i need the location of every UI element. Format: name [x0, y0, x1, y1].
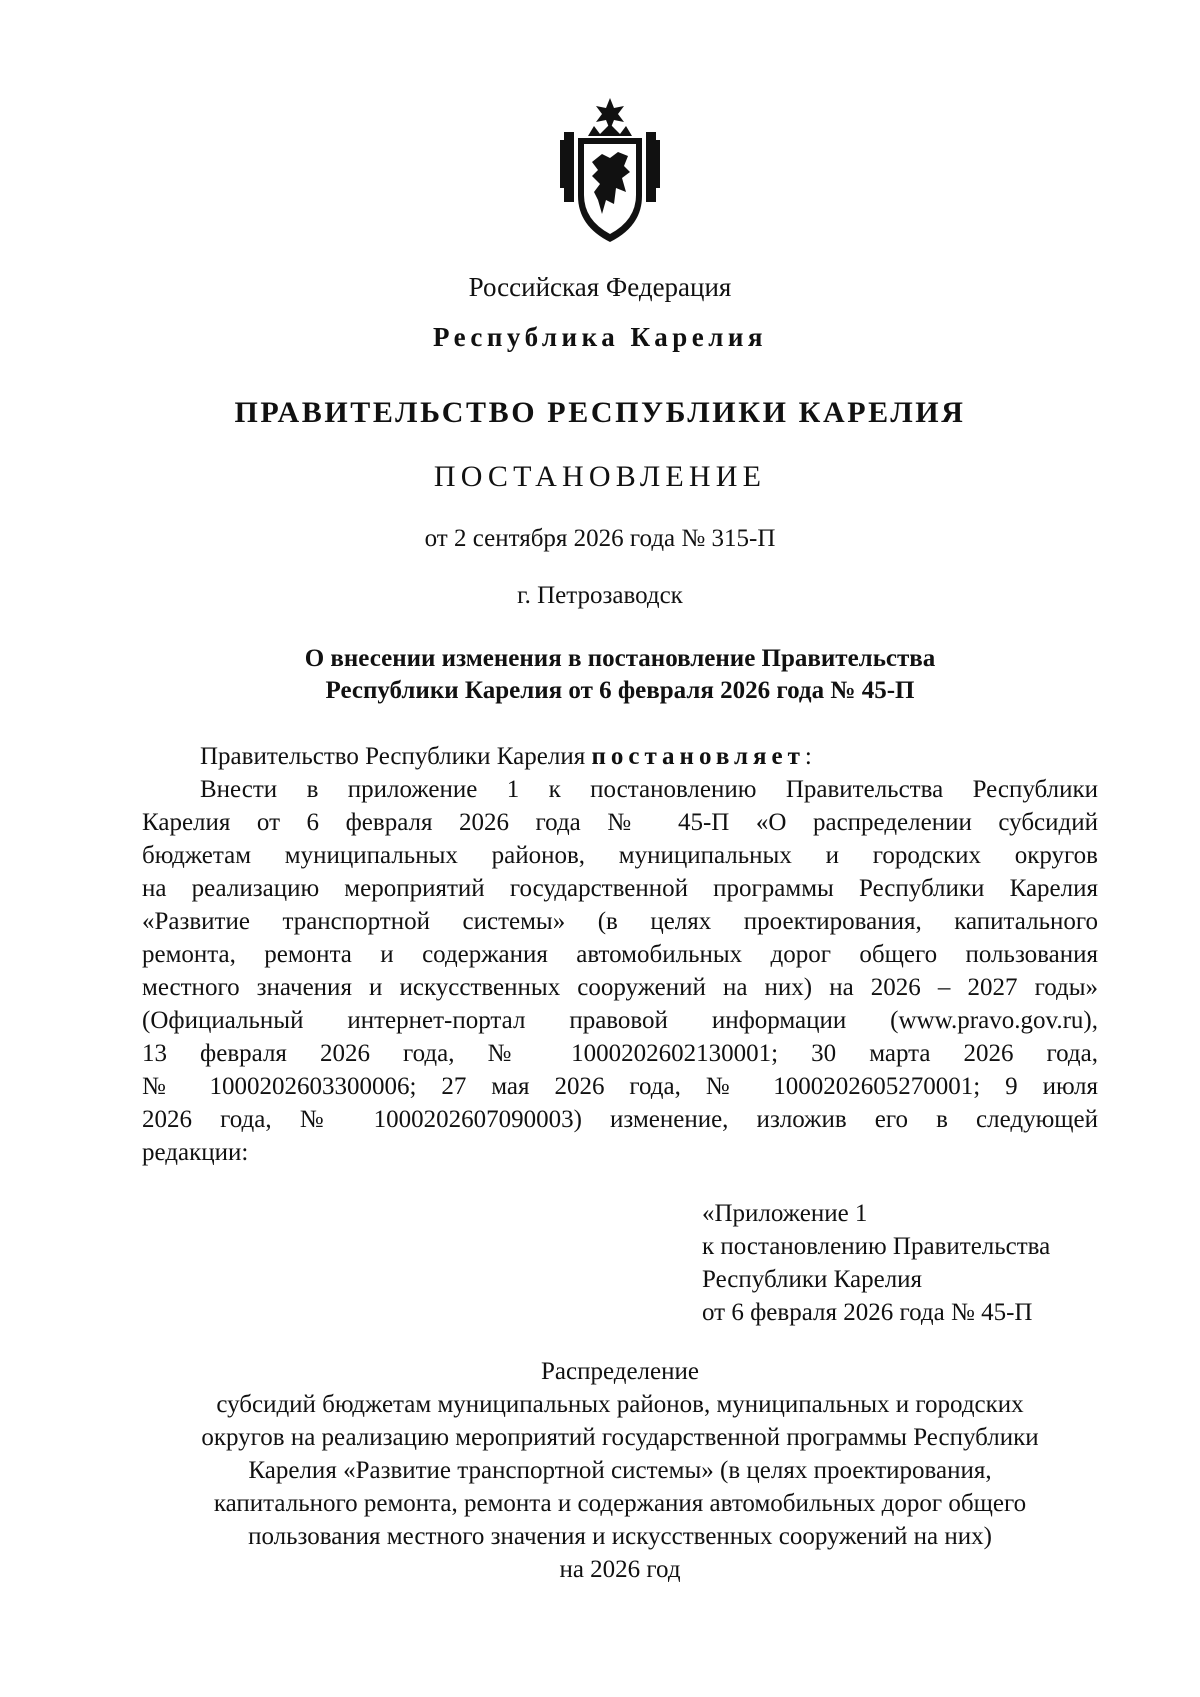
distribution-line: Карелия «Развитие транспортной системы» (в целях проектирования,: [248, 1457, 992, 1484]
distribution-line: капитального ремонта, ремонта и содержания автомобильных дорог общего: [213, 1490, 1027, 1517]
body-line: Внести в приложение 1 к постановлению Правительства Республики: [200, 776, 1098, 803]
body-line: (Официальный интернет-портал правовой информации (www.pravo.gov.ru),: [142, 1007, 1098, 1034]
appendix-line: к постановлению Правительства: [702, 1233, 1051, 1260]
intro-text: Правительство Республики Карелия: [200, 743, 592, 770]
appendix-line: Республики Карелия: [702, 1266, 923, 1293]
country-name: Российская Федерация: [468, 272, 732, 302]
body-line: ремонта, ремонта и содержания автомобильных дорог общего пользования: [142, 941, 1098, 968]
distribution-line: пользования местного значения и искусственных сооружений на них): [248, 1523, 992, 1550]
document-city: г. Петрозаводск: [517, 582, 683, 609]
body-line: Карелия от 6 февраля 2026 года № 45-П «О распределении субсидий: [142, 809, 1098, 836]
distribution-line: округов на реализацию мероприятий государственной программы Республики: [201, 1424, 1039, 1451]
document-title-line: О внесении изменения в постановление Правительства: [304, 645, 936, 672]
body-line: № 1000202603300006; 27 мая 2026 года, № 1000202605270001; 9 июля: [142, 1073, 1098, 1100]
intro-colon: :: [804, 743, 812, 770]
government-name: ПРАВИТЕЛЬСТВО РЕСПУБЛИКИ КАРЕЛИЯ: [234, 396, 966, 429]
body-line: на реализацию мероприятий государственной программы Республики Карелия: [142, 875, 1098, 902]
document-type: ПОСТАНОВЛЕНИЕ: [433, 460, 767, 493]
coat-of-arms-icon: [558, 96, 662, 246]
distribution-line: на 2026 год: [559, 1556, 681, 1583]
document-date-number: от 2 сентября 2026 года № 315-П: [424, 525, 776, 552]
body-line: редакции:: [142, 1139, 249, 1166]
republic-name: Республика Карелия: [432, 322, 768, 352]
body-line: 13 февраля 2026 года, № 1000202602130001; 30 марта 2026 года,: [142, 1040, 1098, 1067]
appendix-line: от 6 февраля 2026 года № 45-П: [702, 1299, 1033, 1326]
intro-paragraph: [200, 741, 1156, 773]
document-title-line: Республики Карелия от 6 февраля 2026 года № 45-П: [325, 677, 915, 704]
body-line: местного значения и искусственных сооружений на них) на 2026 – 2027 годы»: [142, 974, 1098, 1001]
body-line: 2026 года, № 1000202607090003) изменение, изложив его в следующей: [142, 1106, 1098, 1133]
distribution-title: Распределение: [541, 1358, 699, 1385]
appendix-line: «Приложение 1: [702, 1200, 868, 1227]
body-line: бюджетам муниципальных районов, муниципальных и городских округов: [142, 842, 1098, 869]
intro-decree-word: постановляет: [591, 743, 805, 770]
distribution-line: субсидий бюджетам муниципальных районов, муниципальных и городских: [216, 1391, 1024, 1418]
body-line: «Развитие транспортной системы» (в целях проектирования, капитального: [142, 908, 1098, 935]
